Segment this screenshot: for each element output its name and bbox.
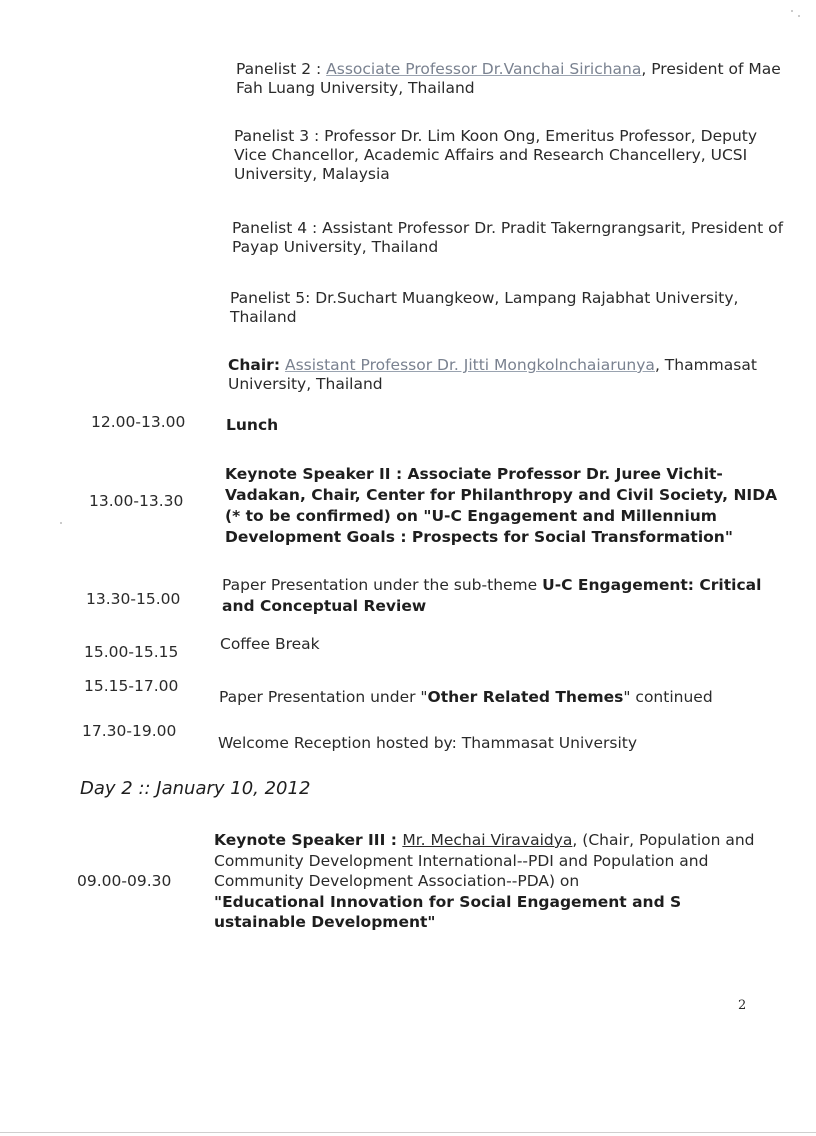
panelist-details: Assistant Professor Dr. Pradit Takerngrangsarit, President of Payap University, Thailand bbox=[232, 219, 784, 256]
panelist-details: Dr.Suchart Muangkeow, Lampang Rajabhat University, Thailand bbox=[230, 289, 739, 326]
schedule-item-lunch: Lunch bbox=[226, 416, 279, 434]
panelist-label: Panelist 3 : bbox=[234, 127, 325, 145]
time-slot: 13.30-15.00 bbox=[86, 590, 181, 608]
scan-speck bbox=[798, 15, 800, 17]
keynote-label: Keynote Speaker III : bbox=[214, 831, 403, 849]
item-text: Paper Presentation under the sub-theme bbox=[222, 576, 543, 594]
scan-speck bbox=[791, 10, 793, 12]
time-slot: 09.00-09.30 bbox=[77, 872, 172, 890]
keynote-title: "Educational Innovation for Social Engagement and S ustainable Development" bbox=[214, 892, 682, 931]
page-number: 2 bbox=[738, 998, 747, 1013]
session-chair bbox=[228, 356, 784, 394]
keynote-speaker-name: Mr. Mechai Viravaidya bbox=[402, 831, 573, 849]
chair-label: Chair: bbox=[228, 356, 281, 374]
time-slot: 15.00-15.15 bbox=[84, 643, 179, 661]
schedule-item-keynote-2: Keynote Speaker II : Associate Professor Dr. Juree Vichit-Vadakan, Chair, Center for Philanthropy and Civil Society, NIDA (* to be confirmed) on "U-C Engagement and Millennium Development Goals : Prospects for Social Transformation" bbox=[225, 465, 778, 546]
day-2-heading: Day 2 :: January 10, 2012 bbox=[80, 778, 311, 799]
panelist-label: Panelist 4 : bbox=[232, 219, 323, 237]
schedule-item-welcome-reception: Welcome Reception hosted by: Thammasat University bbox=[218, 734, 637, 752]
chair-name: Assistant Professor Dr. Jitti Mongkolnchaiarunya bbox=[284, 356, 655, 374]
scan-speck bbox=[60, 522, 62, 524]
time-slot: 15.15-17.00 bbox=[84, 677, 179, 695]
time-slot: 13.00-13.30 bbox=[89, 492, 184, 510]
chair-affiliation: , Thammasat University, Thailand bbox=[228, 356, 757, 393]
time-slot: 17.30-19.00 bbox=[82, 722, 177, 740]
panelist-affiliation: , President of Mae Fah Luang University, Thailand bbox=[236, 60, 781, 97]
panelist-3 bbox=[234, 127, 794, 184]
item-text: Paper Presentation under " bbox=[219, 688, 428, 706]
panelist-label: Panelist 5: bbox=[230, 289, 316, 307]
panelist-name: Associate Professor Dr.Vanchai Sirichana bbox=[326, 60, 642, 78]
schedule-item-paper-presentation bbox=[222, 575, 782, 617]
schedule-item-coffee-break: Coffee Break bbox=[220, 635, 320, 653]
keynote-speaker-affiliation: , (Chair, Population and Community Development International--PDI and Population and Community Development Association--PDA) on bbox=[214, 831, 755, 890]
scan-edge bbox=[0, 1132, 816, 1133]
theme-name: Other Related Themes bbox=[427, 688, 624, 706]
panelist-label: Panelist 2 : bbox=[236, 60, 327, 78]
panelist-details: Professor Dr. Lim Koon Ong, Emeritus Professor, Deputy Vice Chancellor, Academic Affairs and Research Chancellery, UCSI University, Malaysia bbox=[234, 127, 758, 183]
panelist-5 bbox=[230, 289, 770, 327]
sub-theme: U-C Engagement: Critical and Conceptual Review bbox=[222, 576, 762, 615]
item-text-end: " continued bbox=[623, 688, 713, 706]
time-slot: 12.00-13.00 bbox=[91, 413, 186, 431]
schedule-item-other-themes bbox=[219, 688, 779, 707]
panelist-4 bbox=[232, 219, 788, 257]
panelist-2 bbox=[236, 60, 784, 98]
schedule-item-keynote-3 bbox=[214, 830, 759, 933]
